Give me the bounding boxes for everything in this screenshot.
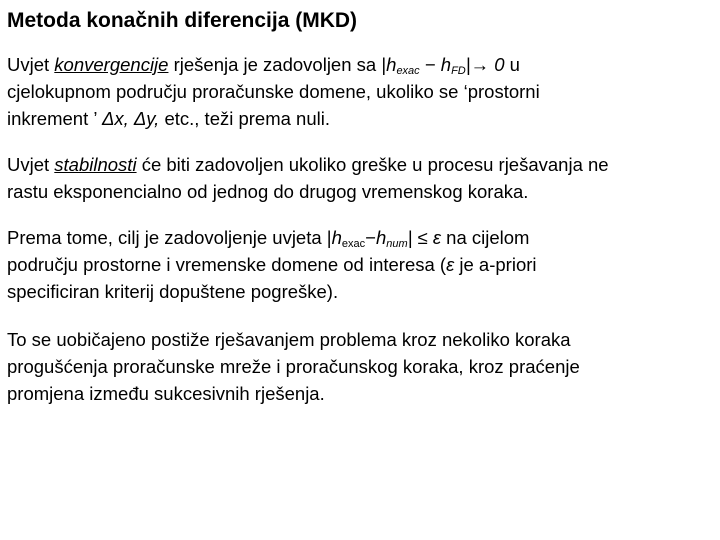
operator: − — [419, 54, 441, 75]
text: na cijelom — [441, 227, 530, 248]
symbol-h: h — [440, 54, 452, 75]
line: progušćenja proračunske mreže i proračunskog koraka, kroz praćenje — [7, 356, 580, 377]
text: etc., teži prema nuli. — [159, 108, 330, 129]
line — [7, 105, 719, 132]
paragraph-stability — [7, 151, 719, 205]
term-stability: stabilnosti — [54, 154, 137, 175]
text: Prema tome, cilj je zadovoljenje uvjeta | — [7, 227, 332, 248]
line — [7, 251, 719, 278]
text: Uvjet — [7, 54, 55, 75]
line: specificiran kriterij dopuštene pogreške). — [7, 281, 339, 302]
increments: Δx, Δy, — [101, 108, 160, 129]
subscript: FD — [451, 65, 466, 77]
text: inkrement ’ — [7, 108, 102, 129]
text: će biti zadovoljen ukoliko greške u procesu rješavanja ne — [136, 154, 609, 175]
symbol-epsilon: ε — [446, 254, 455, 275]
line — [7, 224, 719, 251]
line: rastu eksponencialno od jednog do drugog vremenskog koraka. — [7, 181, 529, 202]
subscript: exac — [341, 238, 366, 250]
subscript: num — [386, 238, 408, 250]
text: rješenja je zadovoljen sa | — [168, 54, 387, 75]
text: području prostorne i vremenske domene od interesa ( — [7, 254, 447, 275]
paragraph-convergence — [7, 51, 719, 132]
term-convergence: konvergencije — [54, 54, 169, 75]
operator: − — [365, 227, 376, 248]
subscript: exac — [396, 65, 420, 77]
symbol-h: h — [375, 227, 387, 248]
text: u — [504, 54, 520, 75]
paragraph-refinement — [7, 326, 719, 407]
symbol-h: h — [331, 227, 342, 248]
symbol-h: h — [386, 54, 397, 75]
line: To se uobičajeno postiže rješavanjem problema kroz nekoliko koraka — [7, 329, 571, 350]
inequality: | ≤ ε — [407, 227, 442, 248]
line — [7, 151, 719, 178]
limit-expression: |→ 0 — [465, 54, 505, 75]
line: cjelokupnom području proračunske domene, ukoliko se ‘prostorni — [7, 81, 540, 102]
line: promjena između sukcesivnih rješenja. — [7, 383, 325, 404]
paragraph-goal — [7, 224, 719, 305]
slide-title: Metoda konačnih diferencija (MKD) — [7, 9, 358, 32]
line — [7, 51, 719, 78]
text: Uvjet — [7, 154, 55, 175]
text: je a-priori — [454, 254, 537, 275]
